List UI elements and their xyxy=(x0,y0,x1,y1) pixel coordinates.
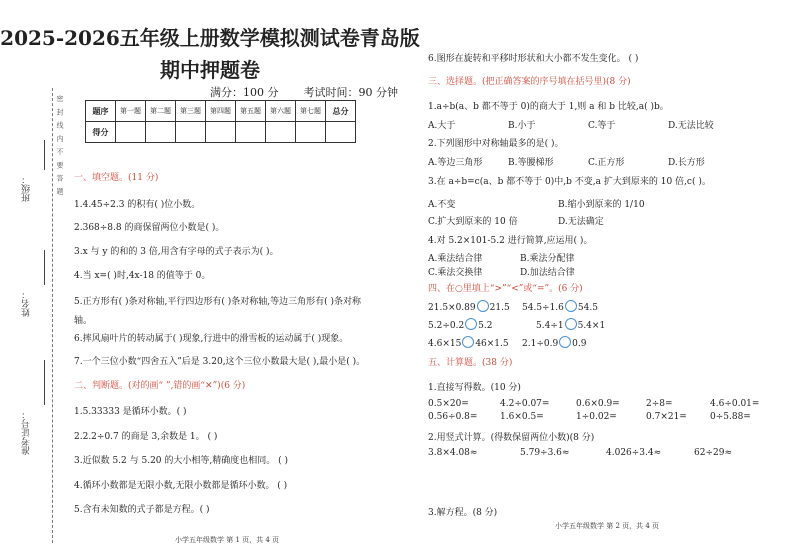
question-text: 4.当 x=( )时,4x-18 的值等于 0。 xyxy=(74,271,211,281)
score-input-cell[interactable] xyxy=(176,122,206,143)
option: A.乘法结合律 xyxy=(428,254,483,264)
section-compare-title: 四、在○里填上“>”“<”或“=”。(6 分) xyxy=(428,284,583,294)
compare-right: 21.5 xyxy=(489,303,510,313)
question-text: 1.直接写得数。(10 分) xyxy=(428,383,521,393)
question-text: 6.图形在旋转和平移时形状和大小都不发生变化。 ( ) xyxy=(428,54,639,64)
section-fill-blank-title: 一、填空题。(11 分) xyxy=(74,173,159,183)
question-text: 1.a÷b(a、b 都不等于 0)的商大于 1,则 a 和 b 比较,a( )b。 xyxy=(428,102,669,112)
vertical-calc-item: 3.8×4.08≈ xyxy=(428,448,478,458)
page-footer-right: 小学五年级数学 第 2 页，共 4 页 xyxy=(555,522,660,530)
question-text: 3.近似数 5.2 与 5.20 的大小相等,精确度也相同。 ( ) xyxy=(74,456,288,466)
compare-circle-icon[interactable] xyxy=(462,336,474,348)
question-text: 7.一个三位小数“四舍五入”后是 3.20,这个三位小数最大是( ),最小是( )。 xyxy=(74,357,366,367)
score-table-cell: 第二题 xyxy=(146,101,176,122)
page-title: 2025-2026五年级上册数学模拟测试卷青岛版 xyxy=(0,26,420,50)
compare-left: 5.4÷1 xyxy=(536,321,564,331)
question-text: 6.摔风扇叶片的转动属于( )现象,行进中的滑雪板的运动属于( )现象。 xyxy=(74,334,349,344)
section-choice-title: 三、选择题。(把正确答案的序号填在括号里)(8 分) xyxy=(428,77,631,87)
oral-calc-item: 0.56÷0.8= xyxy=(428,412,478,422)
compare-right: 54.5 xyxy=(577,303,598,313)
oral-calc-item: 1.6×0.5= xyxy=(500,412,544,422)
full-score: 满分：100 分 xyxy=(210,86,279,99)
score-table-header-row xyxy=(86,101,356,122)
compare-item xyxy=(536,318,605,331)
option: B.等腰梯形 xyxy=(508,158,554,168)
exam-meta xyxy=(210,84,398,100)
score-table-score-row xyxy=(86,122,356,143)
option: C.乘法交换律 xyxy=(428,268,483,278)
question-text: 3.在 a÷b=c(a、b 都不等于 0)中,b 不变,a 扩大到原来的 10 倍,c( )。 xyxy=(428,177,711,187)
compare-item xyxy=(428,300,510,313)
score-table-cell: 第一题 xyxy=(116,101,146,122)
compare-item xyxy=(428,336,509,349)
question-text: 1.4.45÷2.3 的积有( )位小数。 xyxy=(74,200,201,210)
score-table-cell: 第六题 xyxy=(266,101,296,122)
option: D.无法确定 xyxy=(558,217,604,227)
vertical-calc-item: 5.79÷3.6≈ xyxy=(520,448,570,458)
name-line xyxy=(44,250,45,285)
score-table-cell: 第三题 xyxy=(176,101,206,122)
section-true-false-title: 二、判断题。(对的画“ ”,错的画“✕”)(6 分) xyxy=(74,381,246,391)
option: C.等于 xyxy=(588,121,616,131)
question-text: 3.x 与 y 的和的 3 倍,用含有字母的式子表示为( )。 xyxy=(74,247,279,257)
option: B.缩小到原来的 1/10 xyxy=(558,200,645,210)
vertical-calc-item: 62÷29≈ xyxy=(694,448,732,458)
score-table xyxy=(85,100,356,143)
compare-circle-icon[interactable] xyxy=(565,300,577,312)
vertical-calc-item: 4.026÷3.4≈ xyxy=(606,448,662,458)
compare-item xyxy=(428,318,493,331)
question-text: 3.解方程。(8 分) xyxy=(428,508,498,518)
section-calc-title: 五、计算题。(38 分) xyxy=(428,358,513,368)
page-subtitle: 期中押题卷 xyxy=(160,58,260,82)
option: A.大于 xyxy=(428,121,456,131)
class-label: 班级： xyxy=(22,175,32,202)
name-label: 姓名： xyxy=(22,290,32,317)
question-text: 5.含有未知数的式子都是方程。( ) xyxy=(74,505,210,515)
oral-calc-item: 0÷5.88= xyxy=(710,412,751,422)
compare-left: 21.5×0.89 xyxy=(428,303,476,313)
oral-calc-item: 1÷0.02= xyxy=(576,412,617,422)
question-text: 2.2.2÷0.7 的商是 3,余数是 1。 ( ) xyxy=(74,432,218,442)
option: B.小于 xyxy=(508,121,536,131)
compare-circle-icon[interactable] xyxy=(465,318,477,330)
id-label: 准考证号： xyxy=(22,410,32,455)
seal-text: 密 封 线 内 不 要 答 题 xyxy=(56,95,64,197)
score-table-cell: 总分 xyxy=(326,101,356,122)
page-footer-left: 小学五年级数学 第 1 页，共 4 页 xyxy=(175,536,280,544)
compare-right: 46×1.5 xyxy=(475,339,509,349)
oral-calc-item: 2÷8= xyxy=(646,399,673,409)
exam-time: 考试时间：90 分钟 xyxy=(303,86,398,99)
compare-right: 5.4×1 xyxy=(577,321,606,331)
compare-left: 4.6×15 xyxy=(428,339,462,349)
option: D.无法比较 xyxy=(668,121,714,131)
score-input-cell[interactable] xyxy=(206,122,236,143)
compare-left: 5.2÷0.2 xyxy=(428,321,465,331)
score-table-cell: 第七题 xyxy=(296,101,326,122)
option: A.不变 xyxy=(428,200,456,210)
score-table-cell: 第五题 xyxy=(236,101,266,122)
score-table-cell: 题序 xyxy=(86,101,116,122)
oral-calc-item: 4.2÷0.07= xyxy=(500,399,550,409)
option: B.乘法分配律 xyxy=(520,254,575,264)
score-input-cell[interactable] xyxy=(266,122,296,143)
compare-right: 0.9 xyxy=(572,339,587,349)
seal-dashed-line xyxy=(52,88,53,543)
id-line xyxy=(44,360,45,405)
score-input-cell[interactable] xyxy=(146,122,176,143)
compare-circle-icon[interactable] xyxy=(477,300,489,312)
question-text: 2.用竖式计算。(得数保留两位小数)(8 分) xyxy=(428,433,595,443)
option: C.扩大到原来的 10 倍 xyxy=(428,217,518,227)
question-text: 轴。 xyxy=(74,316,93,326)
compare-right: 5.2 xyxy=(478,321,493,331)
question-text: 1.5.33333 是循环小数。( ) xyxy=(74,407,187,417)
compare-item xyxy=(522,336,587,349)
class-line xyxy=(44,140,45,170)
compare-circle-icon[interactable] xyxy=(565,318,577,330)
question-text: 5.正方形有( )条对称轴,平行四边形有( )条对称轴,等边三角形有( )条对称 xyxy=(74,297,361,307)
compare-left: 54.5÷1.6 xyxy=(522,303,564,313)
option: D.加法结合律 xyxy=(520,268,575,278)
score-input-cell[interactable] xyxy=(236,122,266,143)
option: D.长方形 xyxy=(668,158,705,168)
score-input-cell[interactable] xyxy=(326,122,356,143)
question-text: 2.下列图形中对称轴最多的是( )。 xyxy=(428,139,564,149)
question-text: 2.368÷8.8 的商保留两位小数是( )。 xyxy=(74,223,225,233)
oral-calc-item: 0.5×20= xyxy=(428,399,469,409)
compare-item xyxy=(522,300,598,313)
oral-calc-item: 4.6÷0.01= xyxy=(710,399,760,409)
question-text: 4.对 5.2×101-5.2 进行简算,应运用( )。 xyxy=(428,236,593,246)
score-input-cell[interactable] xyxy=(296,122,326,143)
option: C.正方形 xyxy=(588,158,625,168)
compare-left: 2.1÷0.9 xyxy=(522,339,559,349)
compare-circle-icon[interactable] xyxy=(559,336,571,348)
oral-calc-item: 0.6×0.9= xyxy=(576,399,620,409)
score-table-cell: 第四题 xyxy=(206,101,236,122)
score-input-cell[interactable] xyxy=(116,122,146,143)
score-table-cell: 得分 xyxy=(86,122,116,143)
question-text: 4.循环小数都是无限小数,无限小数都是循环小数。 ( ) xyxy=(74,481,288,491)
option: A.等边三角形 xyxy=(428,158,483,168)
oral-calc-item: 0.7×21= xyxy=(646,412,687,422)
